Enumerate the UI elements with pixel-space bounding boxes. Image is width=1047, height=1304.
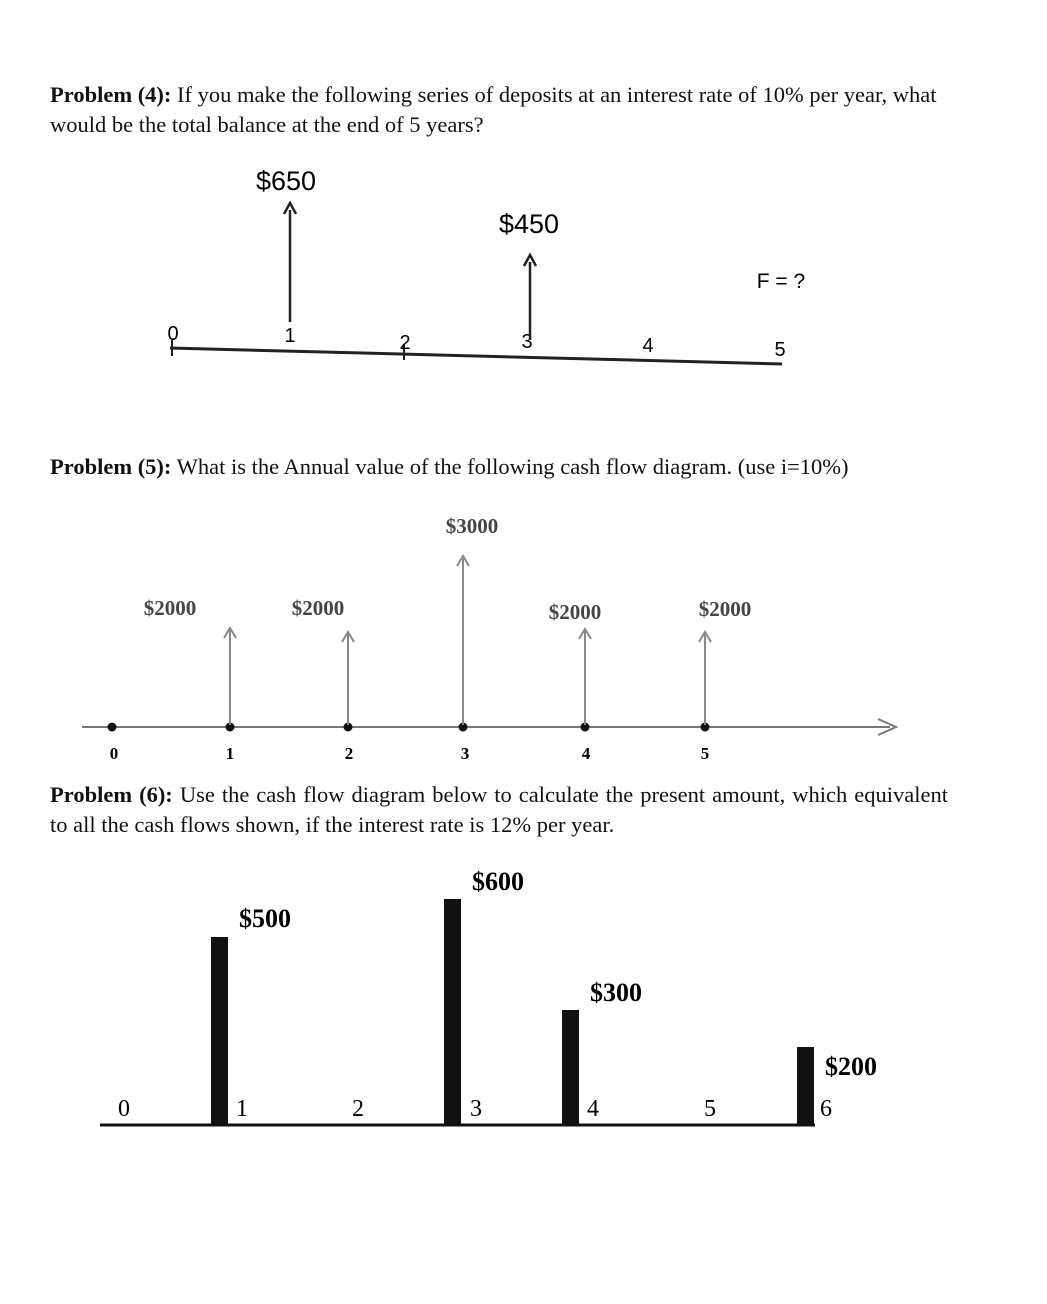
p6-period-2: 2 bbox=[352, 1096, 364, 1122]
p4-period-0: 0 bbox=[167, 323, 179, 345]
p6-period-3: 3 bbox=[470, 1096, 482, 1122]
p4-period-1: 1 bbox=[284, 325, 296, 347]
p6-flow-amount-4: $300 bbox=[590, 978, 642, 1007]
p6-period-6: 6 bbox=[820, 1096, 832, 1122]
p4-flow-amount-3: $450 bbox=[498, 209, 560, 239]
p6-flow-bar-3 bbox=[444, 899, 461, 1125]
p4-period-2: 2 bbox=[399, 332, 411, 354]
p6-period-0: 0 bbox=[118, 1096, 130, 1122]
p5-flow-amount-5: $2000 bbox=[698, 597, 752, 621]
p4-period-3: 3 bbox=[521, 331, 533, 353]
problem-5-text: What is the Annual value of the following cash flow diagram. (use i=10%) bbox=[171, 454, 849, 479]
problem-6-text: Use the cash flow diagram below to calculate the present amount, which equivalent to all the cash flows shown, if the interest rate is 12% per year. bbox=[50, 782, 949, 837]
p4-flow-amount-1: $650 bbox=[255, 166, 317, 196]
p4-period-5: 5 bbox=[774, 339, 786, 361]
p6-flow-amount-6: $200 bbox=[825, 1052, 877, 1081]
p5-flow-amount-4: $2000 bbox=[548, 600, 602, 624]
p6-period-1: 1 bbox=[236, 1096, 248, 1122]
p5-period-0: 0 bbox=[109, 744, 119, 763]
p5-flow-amount-1: $2000 bbox=[143, 596, 197, 620]
p5-flow-amount-2: $2000 bbox=[291, 596, 345, 620]
p6-flow-bar-6 bbox=[797, 1047, 814, 1125]
problem-4-text: If you make the following series of deposits at an interest rate of 10% per year, what would be the total balance at the end of 5 years? bbox=[50, 82, 937, 137]
problem-5-label: Problem (5): bbox=[50, 454, 172, 479]
p6-flow-bar-1 bbox=[211, 937, 228, 1125]
p6-flow-bar-4 bbox=[562, 1010, 579, 1125]
p6-period-4: 4 bbox=[587, 1096, 599, 1122]
problem-4-label: Problem (4): bbox=[50, 82, 172, 107]
p5-flow-amount-3: $3000 bbox=[445, 514, 499, 538]
p6-flow-amount-1: $500 bbox=[239, 904, 291, 933]
p5-period-5: 5 bbox=[700, 744, 710, 763]
p6-flow-amount-3: $600 bbox=[472, 867, 524, 896]
p6-period-5: 5 bbox=[704, 1096, 716, 1122]
p5-period-4: 4 bbox=[581, 744, 591, 763]
problem-6-label: Problem (6): bbox=[50, 782, 173, 807]
p5-period-1: 1 bbox=[225, 744, 235, 763]
p5-period-3: 3 bbox=[460, 744, 470, 763]
p4-period-4: 4 bbox=[642, 335, 654, 357]
p5-period-2: 2 bbox=[344, 744, 354, 763]
p4-future-label: F = ? bbox=[756, 270, 806, 293]
